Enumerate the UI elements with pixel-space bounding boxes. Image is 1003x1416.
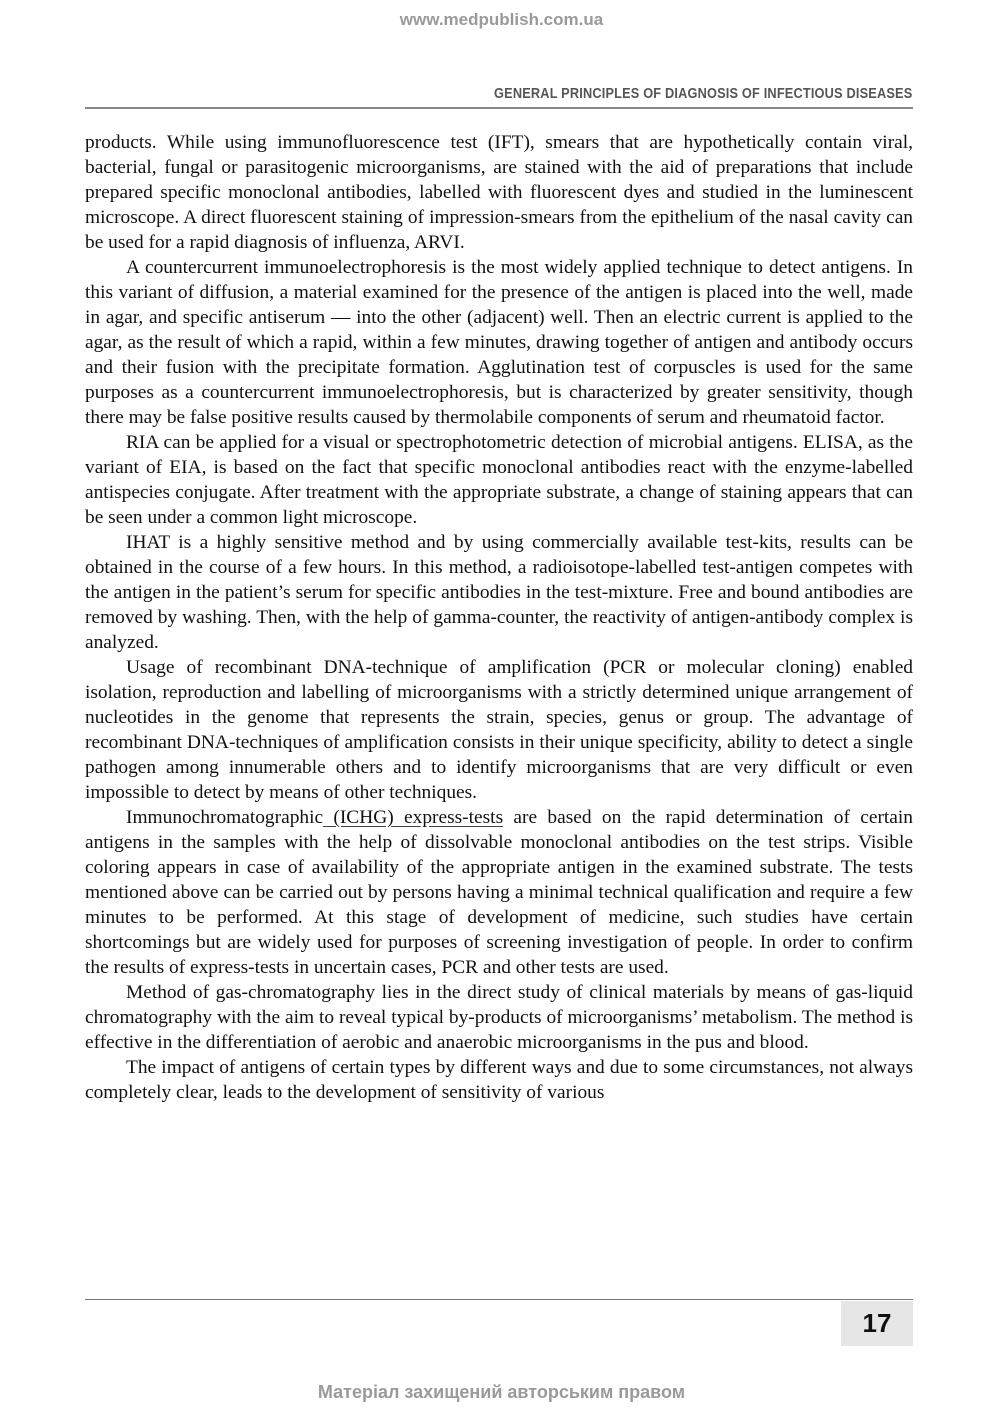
paragraph: The impact of antigens of certain types by different ways and due to some circumstances, not always completely clear, leads to the development of sensitivity of various (85, 1057, 913, 1103)
paragraph: Method of gas-chromatography lies in the direct study of clinical materials by means of gas-liquid chromatography with the aim to reveal typical by-products of microorganisms’ metabolism. The method is effective in the differentiation of aerobic and anaerobic microorganisms in the pus and blood. (85, 982, 913, 1053)
running-head: GENERAL PRINCIPLES OF DIAGNOSIS OF INFECTIOUS DISEASES (493, 86, 912, 102)
watermark-bottom: Матеріал захищений авторським правом (317, 1382, 686, 1402)
paragraph: products. While using immunofluorescence test (IFT), smears that are hypothetically contain viral, bacterial, fungal or parasitogenic microorganisms, are stained with the aid of preparations that include prepared specific monoclonal antibodies, labelled with fluorescent dyes and studied in the luminescent microscope. A direct fluorescent staining of impression-smears from the epithelium of the nasal cavity can be used for a rapid diagnosis of influenza, ARVI. (85, 132, 913, 253)
ichg-express-tests-link[interactable]: (ICHG) express-tests (323, 807, 504, 828)
body-text (85, 130, 913, 1105)
ichg-text-before: Immunochromatographic (126, 807, 324, 828)
page-number: 17 (841, 1301, 913, 1346)
watermark-top: www.medpublish.com.ua (399, 10, 604, 29)
paragraph: RIA can be applied for a visual or spectrophotometric detection of microbial antigens. ELISA, as the variant of EIA, is based on the fact that specific monoclonal antibodies react with the enzyme-labelled antispecies conjugate. After treatment with the appropriate substrate, a change of staining appears that can be seen under a common light microscope. (85, 432, 913, 528)
paragraph: Usage of recombinant DNA-technique of amplification (PCR or molecular cloning) enabled isolation, reproduction and labelling of microorganisms with a strictly determined unique arrangement of nucleotides in the genome that represents the strain, species, genus or group. The advantage of recombinant DNA-techniques of amplification consists in their unique specificity, ability to detect a single pathogen among innumerable others and to identify microorganisms that are very difficult or even impossible to detect by means of other techniques. (85, 657, 913, 803)
paragraph: A countercurrent immunoelectrophoresis is the most widely applied technique to detect antigens. In this variant of diffusion, a material examined for the presence of the antigen is placed into the well, made in agar, and specific antiserum — into the other (adjacent) well. Then an electric current is applied to the agar, as the result of which a rapid, within a few minutes, drawing together of antigen and antibody occurs and their fusion with the precipitate formation. Agglutination test of corpuscles is used for the same purposes as a countercurrent immunoelectrophoresis, but is characterized by greater sensitivity, though there may be false positive results caused by thermolabile components of serum and rheumatoid factor. (85, 257, 913, 428)
paragraph-ichg (85, 805, 913, 980)
ichg-text-after: are based on the rapid determination of certain antigens in the samples with the help of dissolvable monoclonal antibodies on the test strips. Visible coloring appears in case of availability of the appropriate antigen in the examined substrate. The tests mentioned above can be carried out by persons having a minimal technical qualification and require a few minutes to be performed. At this stage of development of medicine, such studies have certain shortcomings but are widely used for purposes of screening investigation of people. In order to confirm the results of express-tests in uncertain cases, PCR and other tests are used. (85, 807, 913, 978)
footer-rule (85, 1299, 913, 1300)
paragraph: IHAT is a highly sensitive method and by using commercially available test-kits, results can be obtained in the course of a few hours. In this method, a radioisotope-labelled test-antigen competes with the antigen in the patient’s serum for specific antibodies in the test-mixture. Free and bound antibodies are removed by washing. Then, with the help of gamma-counter, the reactivity of antigen-antibody complex is analyzed. (85, 532, 913, 653)
header-rule (85, 107, 913, 109)
